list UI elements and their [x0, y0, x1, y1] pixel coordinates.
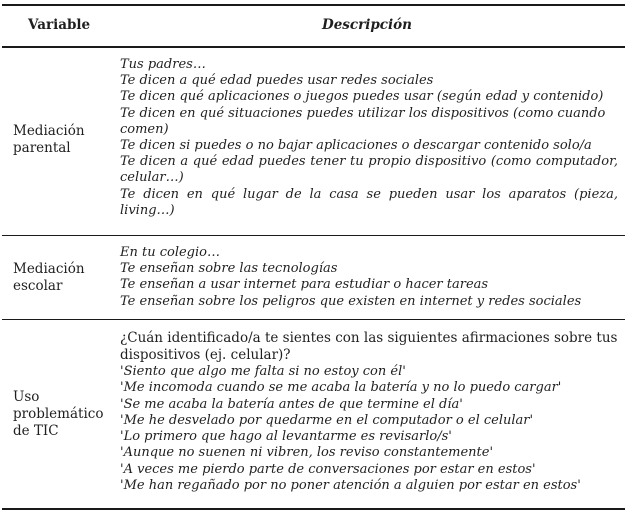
variable-line: problemático — [13, 406, 104, 422]
description-item: 'Lo primero que hago al levantarme es revisarlo/s' — [120, 429, 452, 445]
description-item: En tu colegio… — [120, 245, 220, 260]
row-variable-parental — [13, 123, 85, 157]
description-item: Te enseñan a usar internet para estudiar o hacer tareas — [120, 277, 489, 293]
column-header-descripcion: Descripción — [322, 17, 412, 33]
description-item: Te dicen qué aplicaciones o juegos puedes usar (según edad y contenido) — [120, 89, 604, 105]
description-item: Tus padres… — [120, 57, 206, 72]
row-question: ¿Cuán identificado/a te sientes con las siguientes afirmaciones sobre tus dispositivos (ej. celular)? — [120, 330, 618, 363]
top-rule — [2, 4, 625, 6]
description-item: 'Me he desvelado por quedarme en el computador o el celular' — [120, 412, 534, 428]
row-variable-uso-problematico — [13, 389, 103, 440]
description-item: 'Me incomoda cuando se me acaba la batería y no lo puedo cargar' — [120, 380, 562, 396]
row-divider — [2, 319, 625, 320]
row-description-escolar — [120, 245, 618, 310]
row-divider — [2, 235, 625, 236]
description-item: Te dicen si puedes o no bajar aplicaciones o descargar contenido solo/a — [120, 138, 592, 154]
row-description-parental — [120, 57, 618, 219]
description-item: 'Aunque no suenen ni vibren, los reviso constantemente' — [120, 445, 494, 461]
variable-line: de TIC — [13, 423, 59, 439]
description-item: Te enseñan sobre las tecnologías — [120, 261, 338, 277]
column-header-variable: Variable — [28, 17, 91, 33]
variable-line: parental — [13, 140, 71, 156]
description-item: 'Siento que algo me falta si no estoy con él' — [120, 364, 406, 379]
variable-line: Uso — [13, 389, 40, 405]
description-item: 'Me han regañado por no poner atención a alguien por estar en estos' — [120, 478, 581, 494]
header-rule — [2, 46, 625, 48]
description-item: Te dicen a qué edad puedes usar redes sociales — [120, 73, 434, 89]
description-item: Te dicen en qué lugar de la casa se pueden usar los aparatos (pieza, living…) — [120, 186, 618, 218]
variable-line: Mediación — [13, 123, 85, 139]
row-description-uso-problematico — [120, 364, 618, 494]
variable-line: escolar — [13, 278, 63, 294]
variable-line: Mediación — [13, 261, 85, 277]
description-item: 'A veces me pierdo parte de conversaciones por estar en estos' — [120, 461, 536, 477]
row-variable-escolar — [13, 261, 85, 295]
description-item: Te dicen a qué edad puedes tener tu propio dispositivo (como computador, celular…) — [120, 154, 618, 186]
description-item: Te dicen en qué situaciones puedes utilizar los dispositivos (como cuando comen) — [120, 105, 606, 137]
description-item: Te enseñan sobre los peligros que existen en internet y redes sociales — [120, 293, 582, 309]
bottom-rule — [2, 508, 625, 510]
description-item: 'Se me acaba la batería antes de que termine el día' — [120, 396, 463, 412]
